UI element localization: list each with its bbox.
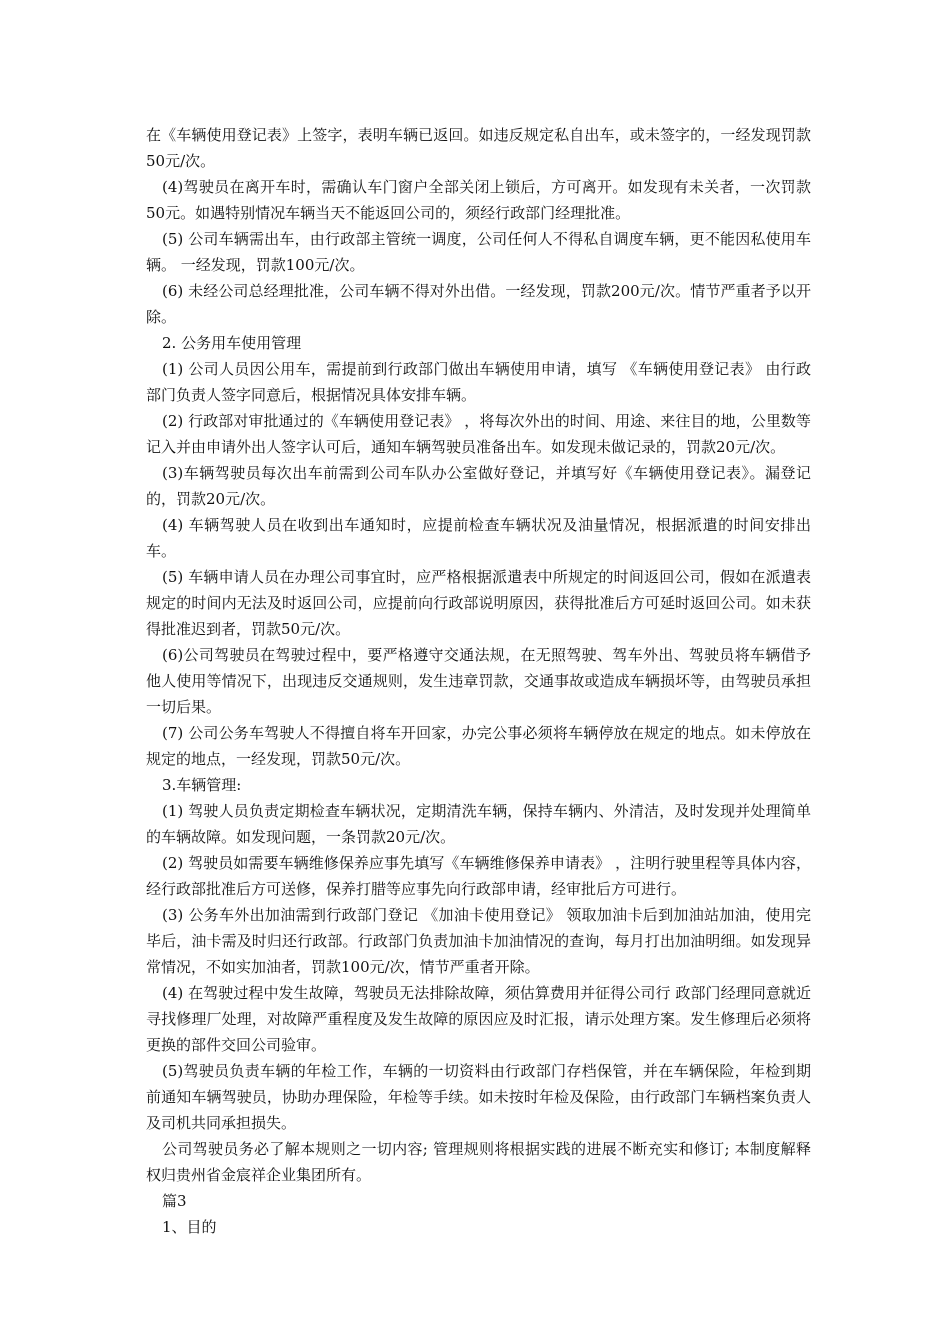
paragraph-rule-2-7: (7) 公司公务车驾驶人不得擅自将车开回家，办完公事必须将车辆停放在规定的地点。如未停放在规定的地点，一经发现，罚款50元/次。 (146, 724, 811, 768)
paragraph-rule-3-3: (3) 公务车外出加油需到行政部门登记 《加油卡使用登记》 领取加油卡后到加油站加油，使用完毕后，油卡需及时归还行政部。行政部门负责加油卡加油情况的查询，每月打出加油明细。如发现异常情况，不如实加油者，罚款100元/次，情节严重者开除。 (146, 906, 811, 976)
paragraph-closing: 公司驾驶员务必了解本规则之一切内容; 管理规则将根据实践的进展不断充实和修订; 本制度解释权归贵州省金宸祥企业集团所有。 (146, 1140, 811, 1184)
paragraph-rule-2-4: (4) 车辆驾驶人员在收到出车通知时，应提前检查车辆状况及油量情况，根据派遣的时间安排出车。 (146, 516, 811, 560)
paragraph-rule-2-5: (5) 车辆申请人员在办理公司事宜时，应严格根据派遣表中所规定的时间返回公司，假如在派遣表规定的时间内无法及时返回公司，应提前向行政部说明原因，获得批准后方可延时返回公司。如未获得批准迟到者，罚款50元/次。 (146, 568, 811, 638)
paragraph-rule-2-2: (2) 行政部对审批通过的《车辆使用登记表》 ，将每次外出的时间、用途、来往目的地，公里数等记入并由申请外出人签字认可后，通知车辆驾驶员准备出车。如发现未做记录的，罚款20元/次。 (146, 412, 811, 456)
chapter-heading: 篇3 (162, 1192, 187, 1210)
section-heading-2: 2. 公务用车使用管理 (162, 334, 302, 352)
paragraph-rule-2-3: (3)车辆驾驶员每次出车前需到公司车队办公室做好登记，并填写好《车辆使用登记表》。漏登记的，罚款20元/次。 (146, 464, 811, 508)
paragraph-rule-3-4: (4) 在驾驶过程中发生故障，驾驶员无法排除故障，须估算费用并征得公司行 政部门经理同意就近寻找修理厂处理，对故障严重程度及发生故障的原因应及时汇报，请示处理方案。发生修理后必须将更换的部件交回公司验审。 (146, 984, 811, 1054)
section-heading-3: 3.车辆管理: (162, 776, 242, 794)
paragraph-continuation: 在《车辆使用登记表》上签字，表明车辆已返回。如违反规定私自出车，或未签字的，一经发现罚款50元/次。 (146, 126, 811, 170)
paragraph-rule-2-6: (6)公司驾驶员在驾驶过程中，要严格遵守交通法规，在无照驾驶、驾车外出、驾驶员将车辆借予他人使用等情况下，出现违反交通规则，发生违章罚款，交通事故或造成车辆损坏等，由驾驶员承担一切后果。 (146, 646, 811, 716)
paragraph-rule-1-4: (4)驾驶员在离开车时，需确认车门窗户全部关闭上锁后，方可离开。如发现有未关者，一次罚款50元。如遇特别情况车辆当天不能返回公司的，须经行政部门经理批准。 (146, 178, 811, 222)
paragraph-rule-3-1: (1) 驾驶人员负责定期检查车辆状况，定期清洗车辆，保持车辆内、外清洁，及时发现并处理简单的车辆故障。如发现问题，一条罚款20元/次。 (146, 802, 811, 846)
document-body (146, 122, 811, 1240)
paragraph-rule-3-2: (2) 驾驶员如需要车辆维修保养应事先填写《车辆维修保养申请表》 ，注明行驶里程等具体内容，经行政部批准后方可送修，保养打腊等应事先向行政部申请，经审批后方可进行。 (146, 854, 811, 898)
subsection-heading: 1、目的 (162, 1218, 217, 1236)
paragraph-rule-3-5: (5)驾驶员负责车辆的年检工作，车辆的一切资料由行政部门存档保管，并在车辆保险，年检到期前通知车辆驾驶员，协助办理保险，年检等手续。如未按时年检及保险，由行政部门车辆档案负责人及司机共同承担损失。 (146, 1062, 811, 1132)
paragraph-rule-1-6: (6) 未经公司总经理批准，公司车辆不得对外出借。一经发现，罚款200元/次。情节严重者予以开除。 (146, 282, 811, 326)
paragraph-rule-1-5: (5) 公司车辆需出车，由行政部主管统一调度，公司任何人不得私自调度车辆，更不能因私使用车辆。 一经发现，罚款100元/次。 (146, 230, 811, 274)
paragraph-rule-2-1: (1) 公司人员因公用车，需提前到行政部门做出车辆使用申请，填写 《车辆使用登记表》 由行政部门负责人签字同意后，根据情况具体安排车辆。 (146, 360, 811, 404)
